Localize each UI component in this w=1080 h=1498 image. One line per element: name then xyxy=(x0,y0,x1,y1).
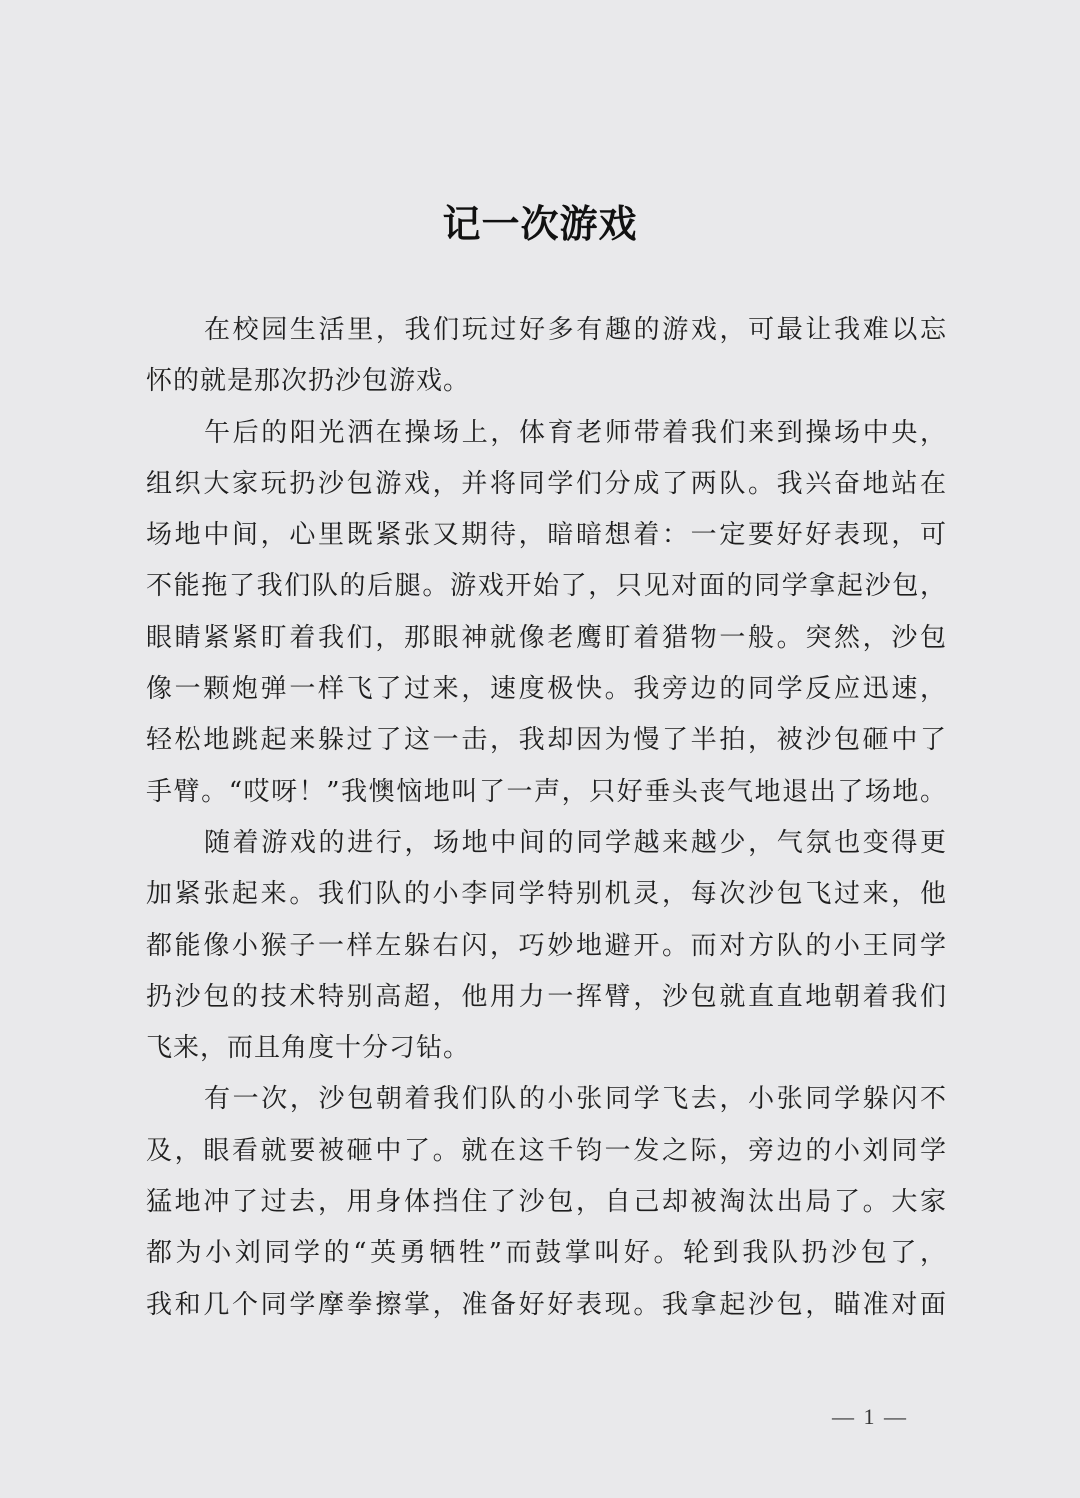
paragraph-2-line-8: 手臂。“哎呀！”我懊恼地叫了一声，只好垂头丧气地退出了场地。 xyxy=(146,776,946,807)
paragraph-2-line-5: 眼睛紧紧盯着我们，那眼神就像老鹰盯着猎物一般。突然，沙包 xyxy=(146,622,946,653)
paragraph-4-line-2: 及，眼看就要被砸中了。就在这千钧一发之际，旁边的小刘同学 xyxy=(146,1135,946,1166)
paragraph-2-line-7: 轻松地跳起来躲过了这一击，我却因为慢了半拍，被沙包砸中了 xyxy=(146,725,946,756)
page-number: — 1 — xyxy=(832,1404,908,1429)
paragraph-1-line-2: 怀的就是那次扔沙包游戏。 xyxy=(146,366,471,397)
paragraph-3-line-2: 加紧张起来。我们队的小李同学特别机灵，每次沙包飞过来，他 xyxy=(146,879,946,910)
paragraph-4-line-5: 我和几个同学摩拳擦掌，准备好好表现。我拿起沙包，瞄准对面 xyxy=(146,1289,946,1320)
paragraph-3-line-4: 扔沙包的技术特别高超，他用力一挥臂，沙包就直直地朝着我们 xyxy=(146,981,946,1012)
paragraph-2-line-4: 不能拖了我们队的后腿。游戏开始了，只见对面的同学拿起沙包， xyxy=(146,571,946,602)
document-title: 记一次游戏 xyxy=(442,201,638,246)
paragraph-3-line-3: 都能像小猴子一样左躲右闪，巧妙地避开。而对方队的小王同学 xyxy=(146,930,946,961)
paragraph-3-line-5: 飞来，而且角度十分刁钻。 xyxy=(146,1033,471,1064)
paragraph-2-line-1: 午后的阳光洒在操场上，体育老师带着我们来到操场中央， xyxy=(204,417,946,448)
paragraph-1-line-1: 在校园生活里，我们玩过好多有趣的游戏，可最让我难以忘 xyxy=(204,315,946,345)
paragraph-4-line-3: 猛地冲了过去，用身体挡住了沙包，自己却被淘汰出局了。大家 xyxy=(146,1187,946,1218)
paragraph-2-line-3: 场地中间，心里既紧张又期待，暗暗想着：一定要好好表现，可 xyxy=(146,520,946,551)
paragraph-2-line-2: 组织大家玩扔沙包游戏，并将同学们分成了两队。我兴奋地站在 xyxy=(146,468,946,499)
paragraph-3-line-1: 随着游戏的进行，场地中间的同学越来越少，气氛也变得更 xyxy=(204,827,946,858)
document-body xyxy=(146,305,946,1331)
paragraph-2-line-6: 像一颗炮弹一样飞了过来，速度极快。我旁边的同学反应迅速， xyxy=(146,674,946,705)
paragraph-4-line-4: 都为小刘同学的“英勇牺牲”而鼓掌叫好。轮到我队扔沙包了， xyxy=(146,1238,946,1269)
paragraph-4-line-1: 有一次，沙包朝着我们队的小张同学飞去，小张同学躲闪不 xyxy=(204,1084,946,1115)
